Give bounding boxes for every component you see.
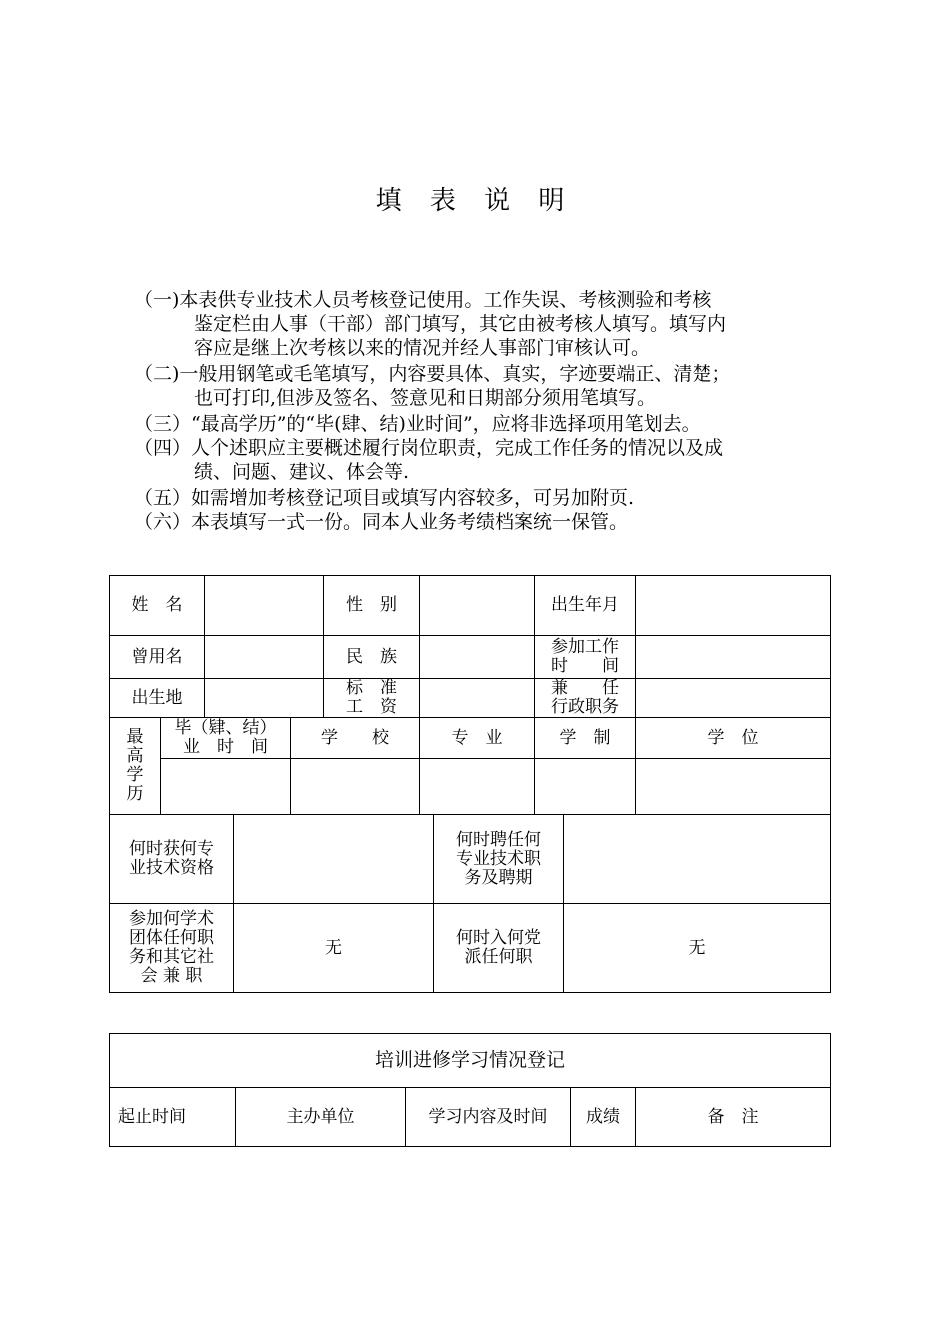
training-col-period: 起止时间 bbox=[118, 1106, 186, 1127]
instruction-6 bbox=[134, 510, 834, 534]
instruction-line: （五）如需增加考核登记项目或填写内容较多，可另加附页. bbox=[134, 487, 635, 509]
duration-field[interactable] bbox=[535, 759, 635, 814]
training-col-remarks: 备 注 bbox=[707, 1106, 759, 1127]
school-field[interactable] bbox=[291, 759, 419, 814]
instruction-line: （四）人个述职应主要概述履行岗位职责，完成工作任务的情况以及成 bbox=[134, 437, 724, 459]
instruction-4 bbox=[134, 436, 834, 484]
degree-field[interactable] bbox=[636, 759, 830, 814]
instruction-line: 鉴定栏由人事（干部）部门填写，其它由被考核人填写。填写内 bbox=[194, 313, 727, 335]
instruction-line: 也可打印,但涉及签名、签意见和日期部分须用笔填写。 bbox=[194, 387, 657, 409]
instruction-line: 容应是继上次考核以来的情况并经人事部门审核认可。 bbox=[194, 337, 651, 359]
former-name-field[interactable] bbox=[205, 636, 323, 678]
training-col-organizer: 主办单位 bbox=[286, 1106, 355, 1127]
instruction-2 bbox=[134, 362, 834, 410]
training-col-content: 学习内容及时间 bbox=[428, 1106, 548, 1127]
former-name-label: 曾用名 bbox=[131, 646, 183, 667]
instruction-line: （六）本表填写一式一份。同本人业务考绩档案统一保管。 bbox=[134, 511, 629, 533]
party-label: 何时入何党 派任何职 bbox=[456, 928, 541, 967]
birthplace-field[interactable] bbox=[205, 679, 323, 717]
instruction-line: 绩、问题、建议、体会等. bbox=[194, 461, 410, 483]
birth-field[interactable] bbox=[636, 576, 830, 635]
training-col-score: 成绩 bbox=[586, 1106, 620, 1127]
work-start-field[interactable] bbox=[636, 636, 830, 678]
major-label: 专 业 bbox=[451, 727, 503, 748]
instruction-3 bbox=[134, 412, 834, 436]
duration-label: 学 制 bbox=[559, 727, 611, 748]
qualification-label: 何时获何专 业技术资格 bbox=[129, 839, 214, 878]
instruction-line: （三）“最高学历”的“毕(肆、结)业时间”，应将非选择项用笔划去。 bbox=[134, 413, 701, 435]
gender-field[interactable] bbox=[420, 576, 534, 635]
degree-label: 学 位 bbox=[707, 727, 759, 748]
name-label: 姓 名 bbox=[131, 595, 183, 615]
grad-time-field[interactable] bbox=[161, 759, 290, 814]
instruction-line: （一)本表供专业技术人员考核登记使用。工作失误、考核测验和考核 bbox=[134, 289, 712, 311]
admin-post-label: 兼 任 行政职务 bbox=[551, 678, 619, 717]
instruction-line: （二)一般用钢笔或毛笔填写，内容要具体、真实，字迹要端正、清楚； bbox=[134, 363, 731, 385]
work-start-label: 参加工作 时 间 bbox=[551, 637, 619, 676]
party-value[interactable]: 无 bbox=[688, 937, 706, 958]
appointment-label: 何时聘任何 专业技术职 务及聘期 bbox=[456, 829, 541, 888]
education-label: 最 高 学 历 bbox=[126, 727, 144, 804]
admin-post-field[interactable] bbox=[636, 679, 830, 717]
birth-label: 出生年月 bbox=[551, 595, 619, 615]
academic-value[interactable]: 无 bbox=[325, 937, 342, 958]
name-field[interactable] bbox=[205, 576, 323, 635]
standard-salary-label: 标 准 工 资 bbox=[346, 678, 397, 717]
qualification-field[interactable] bbox=[234, 815, 433, 903]
major-field[interactable] bbox=[420, 759, 534, 814]
school-label: 学 校 bbox=[321, 727, 389, 748]
page-title: 填 表 说 明 bbox=[375, 186, 575, 216]
standard-salary-field[interactable] bbox=[420, 679, 534, 717]
appointment-field[interactable] bbox=[564, 815, 830, 903]
academic-label: 参加何学术 团体任何职 务和其它社 会 兼 职 bbox=[129, 909, 214, 986]
birthplace-label: 出生地 bbox=[131, 687, 183, 708]
instruction-5 bbox=[134, 486, 834, 510]
gender-label: 性 别 bbox=[346, 595, 397, 615]
ethnicity-field[interactable] bbox=[420, 636, 534, 678]
training-title: 培训进修学习情况登记 bbox=[374, 1049, 565, 1071]
ethnicity-label: 民 族 bbox=[346, 646, 397, 667]
instruction-1 bbox=[134, 288, 834, 360]
grad-time-label: 毕（肄、结） 业 时 间 bbox=[174, 718, 277, 757]
